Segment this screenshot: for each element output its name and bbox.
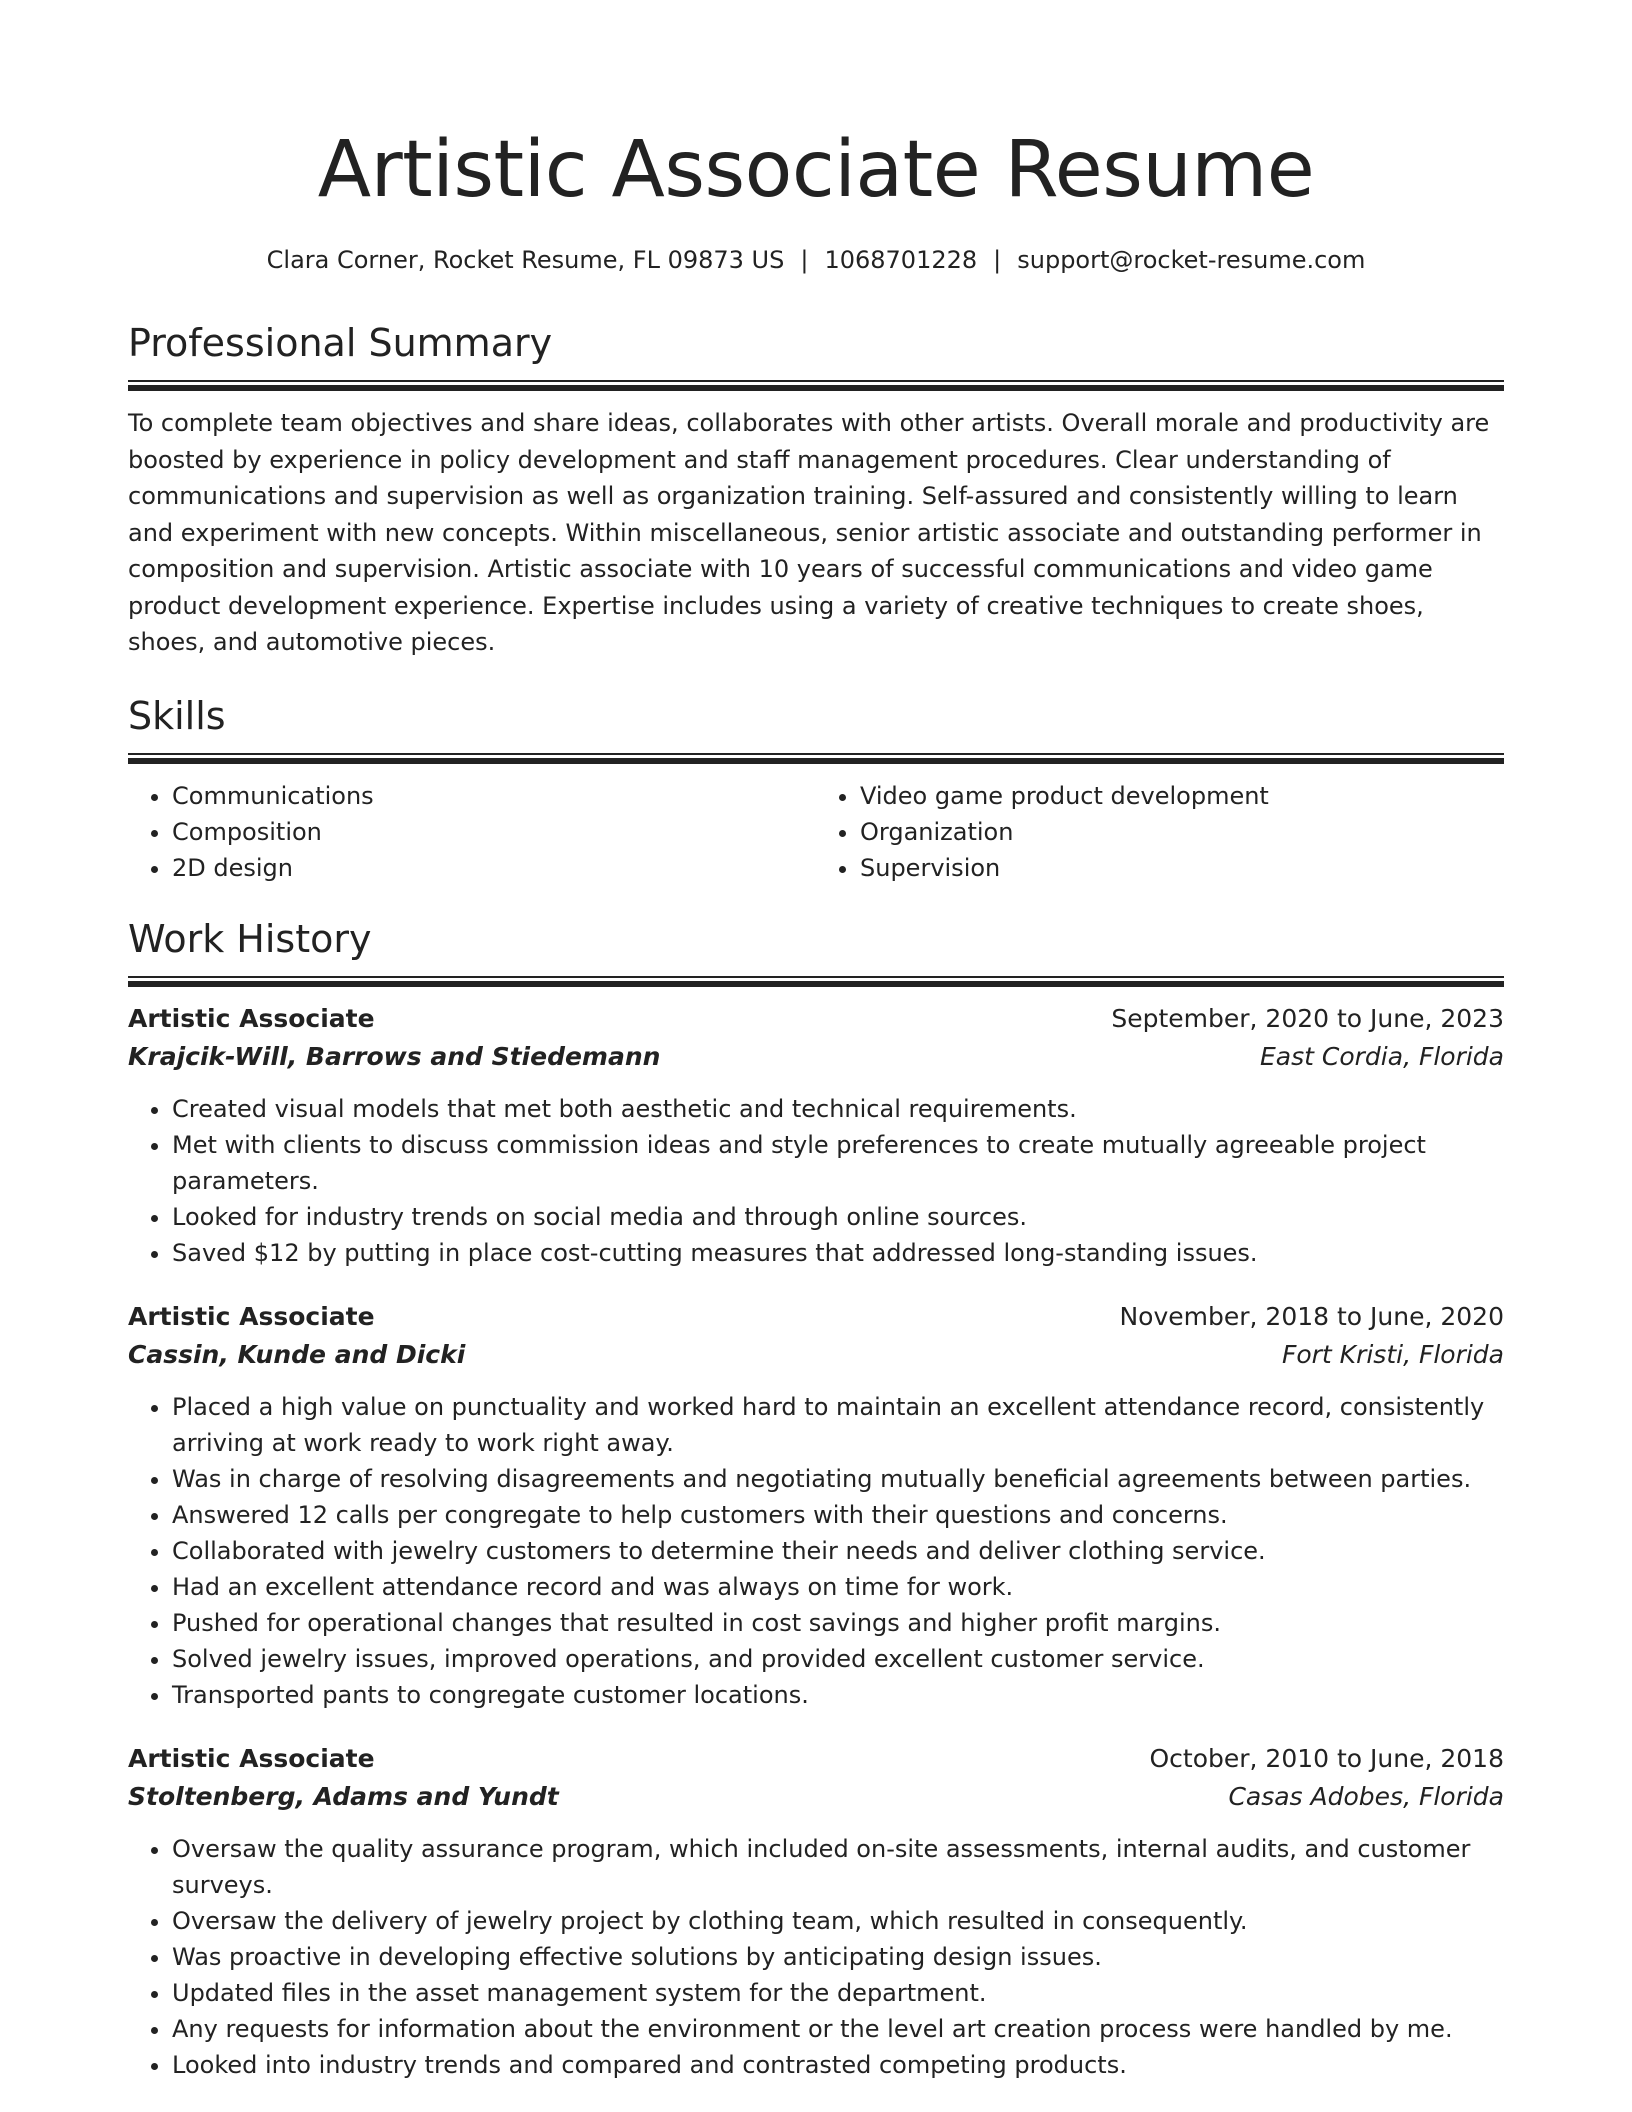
skills-section bbox=[128, 691, 1504, 886]
job-bullet: • Was in charge of resolving disagreements and negotiating mutually beneficial agreements between parties. bbox=[172, 1461, 1504, 1497]
job-header-row bbox=[128, 1741, 1504, 1777]
summary-text: To complete team objectives and share ideas, collaborates with other artists. Overall morale and productivity are boosted by experience in policy development and staff management procedures. Clear understanding of communications and supervision as well as organization training. Self-assured and consistently willing to learn and experiment with new concepts. Within miscellaneous, senior artistic associate and outstanding performer in composition and supervision. Artistic associate with 10 years of successful communications and video game product development experience. Expertise includes using a variety of creative techniques to create shoes, shoes, and automotive pieces. bbox=[128, 409, 1490, 656]
job-bullet: • Pushed for operational changes that resulted in cost savings and higher profit margins. bbox=[172, 1605, 1504, 1641]
summary-section bbox=[128, 318, 1504, 661]
skills-column-left bbox=[128, 778, 816, 886]
job-bullets bbox=[128, 1389, 1504, 1713]
job-bullets bbox=[128, 1831, 1504, 2083]
job-bullet: • Transported pants to congregate customer locations. bbox=[172, 1677, 1504, 1713]
skill-item: • 2D design bbox=[172, 850, 816, 886]
contact-address: Clara Corner, Rocket Resume, FL 09873 US bbox=[266, 246, 785, 274]
job-bullet: • Had an excellent attendance record and was always on time for work. bbox=[172, 1569, 1504, 1605]
job-bullet: • Was proactive in developing effective solutions by anticipating design issues. bbox=[172, 1939, 1504, 1975]
job-dates: November, 2018 to June, 2020 bbox=[1119, 1301, 1504, 1331]
section-divider bbox=[128, 976, 1504, 987]
job-location: East Cordia, Florida bbox=[1260, 1041, 1504, 1071]
skill-item: • Communications bbox=[172, 778, 816, 814]
job-bullet: • Oversaw the delivery of jewelry project by clothing team, which resulted in consequently. bbox=[172, 1903, 1504, 1939]
summary-heading: Professional Summary bbox=[128, 321, 553, 365]
job-entry bbox=[128, 1741, 1504, 2083]
contact-email: support@rocket-resume.com bbox=[1017, 246, 1366, 274]
skill-item: • Organization bbox=[860, 814, 1504, 850]
job-company-row bbox=[128, 1037, 1504, 1077]
job-dates: October, 2010 to June, 2018 bbox=[1149, 1743, 1504, 1773]
section-divider bbox=[128, 753, 1504, 764]
job-bullet: • Answered 12 calls per congregate to help customers with their questions and concerns. bbox=[172, 1497, 1504, 1533]
contact-separator: | bbox=[993, 246, 1002, 274]
job-bullet: • Oversaw the quality assurance program, which included on-site assessments, internal audits, and customer surveys. bbox=[172, 1831, 1504, 1903]
job-bullet: • Collaborated with jewelry customers to determine their needs and deliver clothing service. bbox=[172, 1533, 1504, 1569]
skill-item: • Video game product development bbox=[860, 778, 1504, 814]
work-history-section bbox=[128, 914, 1504, 2083]
job-entry bbox=[128, 1001, 1504, 1271]
job-bullet: • Saved $12 by putting in place cost-cutting measures that addressed long-standing issues. bbox=[172, 1235, 1504, 1271]
skill-item: • Supervision bbox=[860, 850, 1504, 886]
job-header-row bbox=[128, 1299, 1504, 1335]
job-bullets bbox=[128, 1091, 1504, 1271]
page-title: Artistic Associate Resume bbox=[317, 125, 1315, 215]
job-company: Krajcik-Will, Barrows and Stiedemann bbox=[128, 1041, 661, 1071]
skills-list bbox=[128, 778, 1504, 886]
job-title: Artistic Associate bbox=[128, 1301, 375, 1331]
job-title: Artistic Associate bbox=[128, 1743, 375, 1773]
skill-item: • Composition bbox=[172, 814, 816, 850]
skills-heading: Skills bbox=[128, 693, 226, 738]
job-company: Stoltenberg, Adams and Yundt bbox=[128, 1781, 559, 1811]
job-bullet: • Met with clients to discuss commission ideas and style preferences to create mutually agreeable project parameters. bbox=[172, 1127, 1504, 1199]
job-bullet: • Placed a high value on punctuality and worked hard to maintain an excellent attendance record, consistently arriving at work ready to work right away. bbox=[172, 1389, 1504, 1461]
job-bullet: • Any requests for information about the environment or the level art creation process were handled by me. bbox=[172, 2011, 1504, 2047]
job-location: Casas Adobes, Florida bbox=[1228, 1781, 1504, 1811]
contact-line bbox=[128, 242, 1504, 278]
section-divider bbox=[128, 380, 1504, 391]
job-bullet: • Looked into industry trends and compared and contrasted competing products. bbox=[172, 2047, 1504, 2083]
job-dates: September, 2020 to June, 2023 bbox=[1111, 1003, 1504, 1033]
job-company-row bbox=[128, 1335, 1504, 1375]
work-history-heading: Work History bbox=[128, 916, 372, 961]
job-company-row bbox=[128, 1777, 1504, 1817]
job-company: Cassin, Kunde and Dicki bbox=[128, 1339, 466, 1369]
job-location: Fort Kristi, Florida bbox=[1281, 1339, 1504, 1369]
skills-column-right bbox=[816, 778, 1504, 886]
contact-phone: 1068701228 bbox=[824, 246, 978, 274]
job-header-row bbox=[128, 1001, 1504, 1037]
contact-separator: | bbox=[800, 246, 809, 274]
job-title: Artistic Associate bbox=[128, 1003, 375, 1033]
job-bullet: • Looked for industry trends on social media and through online sources. bbox=[172, 1199, 1504, 1235]
job-entry bbox=[128, 1299, 1504, 1713]
job-bullet: • Created visual models that met both aesthetic and technical requirements. bbox=[172, 1091, 1504, 1127]
job-bullet: • Solved jewelry issues, improved operations, and provided excellent customer service. bbox=[172, 1641, 1504, 1677]
job-bullet: • Updated files in the asset management system for the department. bbox=[172, 1975, 1504, 2011]
